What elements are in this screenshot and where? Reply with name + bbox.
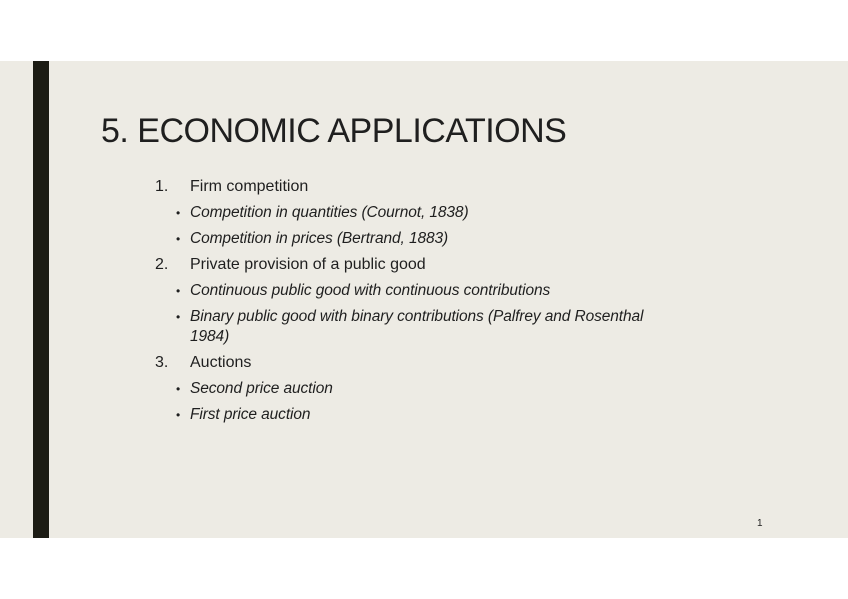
list-item-text: First price auction: [190, 406, 311, 423]
bullet-icon: •: [176, 232, 181, 246]
list-item: [155, 281, 675, 301]
list-item-text: Competition in quantities (Cournot, 1838): [190, 204, 469, 221]
section-label: Firm competition: [190, 178, 309, 195]
section-number: 3.: [155, 354, 169, 371]
list-item: [155, 379, 675, 399]
accent-bar: [33, 61, 49, 538]
outline-section: [155, 177, 675, 249]
list-item-text: Binary public good with binary contributions (Palfrey and Rosenthal 1984): [190, 308, 644, 345]
bullet-icon: •: [176, 408, 181, 422]
list-item: [155, 229, 675, 249]
section-heading: [155, 353, 675, 373]
section-heading: [155, 177, 675, 197]
bullet-icon: •: [176, 206, 181, 220]
list-item: [155, 405, 675, 425]
outline-section: [155, 353, 675, 425]
list-item-text: Competition in prices (Bertrand, 1883): [190, 230, 449, 247]
section-label: Private provision of a public good: [190, 256, 426, 273]
sub-list: [155, 203, 675, 249]
bullet-icon: •: [176, 310, 181, 324]
outline-list: [155, 177, 675, 431]
bullet-icon: •: [176, 382, 181, 396]
outline-section: [155, 255, 675, 347]
list-item-text: Second price auction: [190, 380, 333, 397]
section-number: 1.: [155, 178, 169, 195]
bullet-icon: •: [176, 284, 181, 298]
page-number: 1: [757, 518, 763, 529]
list-item: [155, 307, 675, 347]
list-item: [155, 203, 675, 223]
list-item-text: Continuous public good with continuous contributions: [190, 282, 551, 299]
section-heading: [155, 255, 675, 275]
sub-list: [155, 379, 675, 425]
section-number: 2.: [155, 256, 169, 273]
sub-list: [155, 281, 675, 347]
section-label: Auctions: [190, 354, 252, 371]
slide-title: 5. ECONOMIC APPLICATIONS: [101, 112, 567, 150]
slide: [0, 61, 848, 538]
